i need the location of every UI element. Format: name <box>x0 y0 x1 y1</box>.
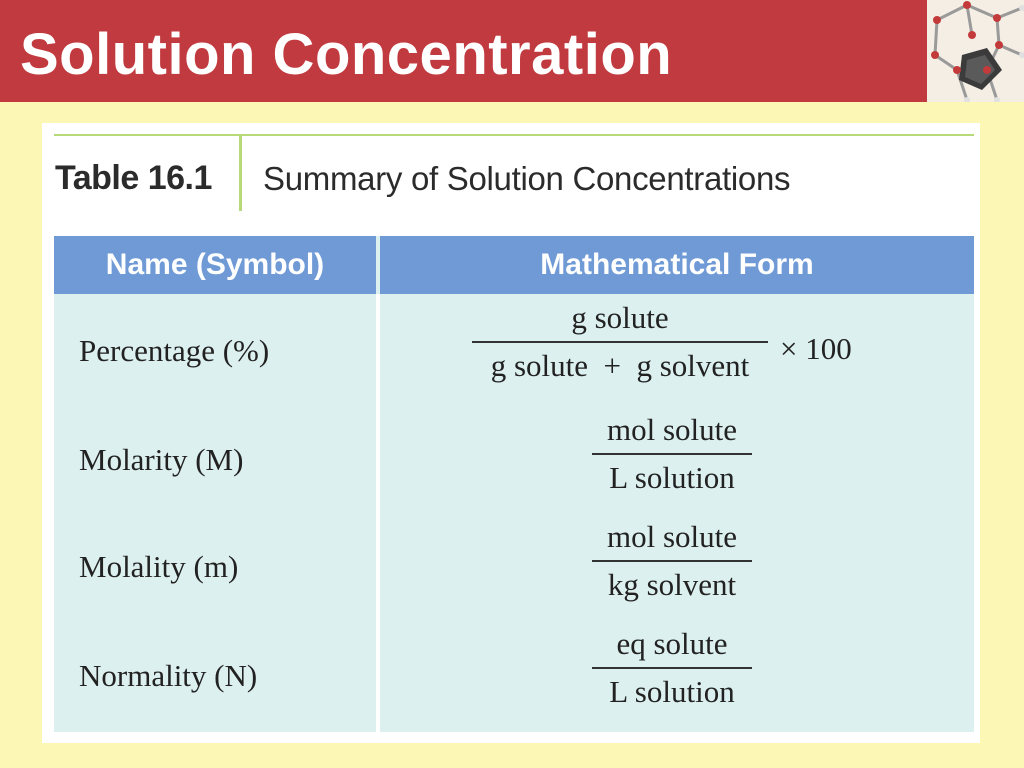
numerator: mol solute <box>606 519 738 554</box>
formula-percentage <box>472 298 768 386</box>
numerator: g solute <box>571 300 669 335</box>
fraction-bar <box>592 667 752 669</box>
denominator: kg solvent <box>607 566 737 602</box>
table-number: Table 16.1 <box>55 159 212 197</box>
numerator: mol solute <box>606 412 738 447</box>
table-figure <box>42 123 980 743</box>
title-bar <box>0 0 927 102</box>
row-name-percentage: Percentage (%) <box>79 333 270 368</box>
row-name-molality: Molality (m) <box>79 549 239 584</box>
denominator: L solution <box>609 459 735 495</box>
denominator: L solution <box>609 673 735 709</box>
fraction-bar <box>592 453 752 455</box>
denominator: g solute + g solvent <box>490 347 750 383</box>
slide-title: Solution Concentration <box>20 22 673 87</box>
fraction-bar <box>592 560 752 562</box>
column-separator <box>376 294 380 732</box>
caption-divider <box>239 136 242 211</box>
fraction-bar <box>472 341 768 343</box>
molecule-image <box>927 0 1024 102</box>
formula-normality <box>592 624 752 712</box>
concentration-table <box>54 236 974 732</box>
row-name-molarity: Molarity (M) <box>79 442 244 477</box>
row-name-normality: Normality (N) <box>79 658 258 693</box>
formula-molality <box>592 517 752 605</box>
column-header-name: Name (Symbol) <box>54 236 376 294</box>
formula-molarity <box>592 410 752 498</box>
top-rule <box>54 134 974 136</box>
column-header-form: Mathematical Form <box>380 236 974 294</box>
multiplier: × 100 <box>780 331 852 366</box>
table-caption: Summary of Solution Concentrations <box>263 160 791 197</box>
numerator: eq solute <box>616 626 728 661</box>
